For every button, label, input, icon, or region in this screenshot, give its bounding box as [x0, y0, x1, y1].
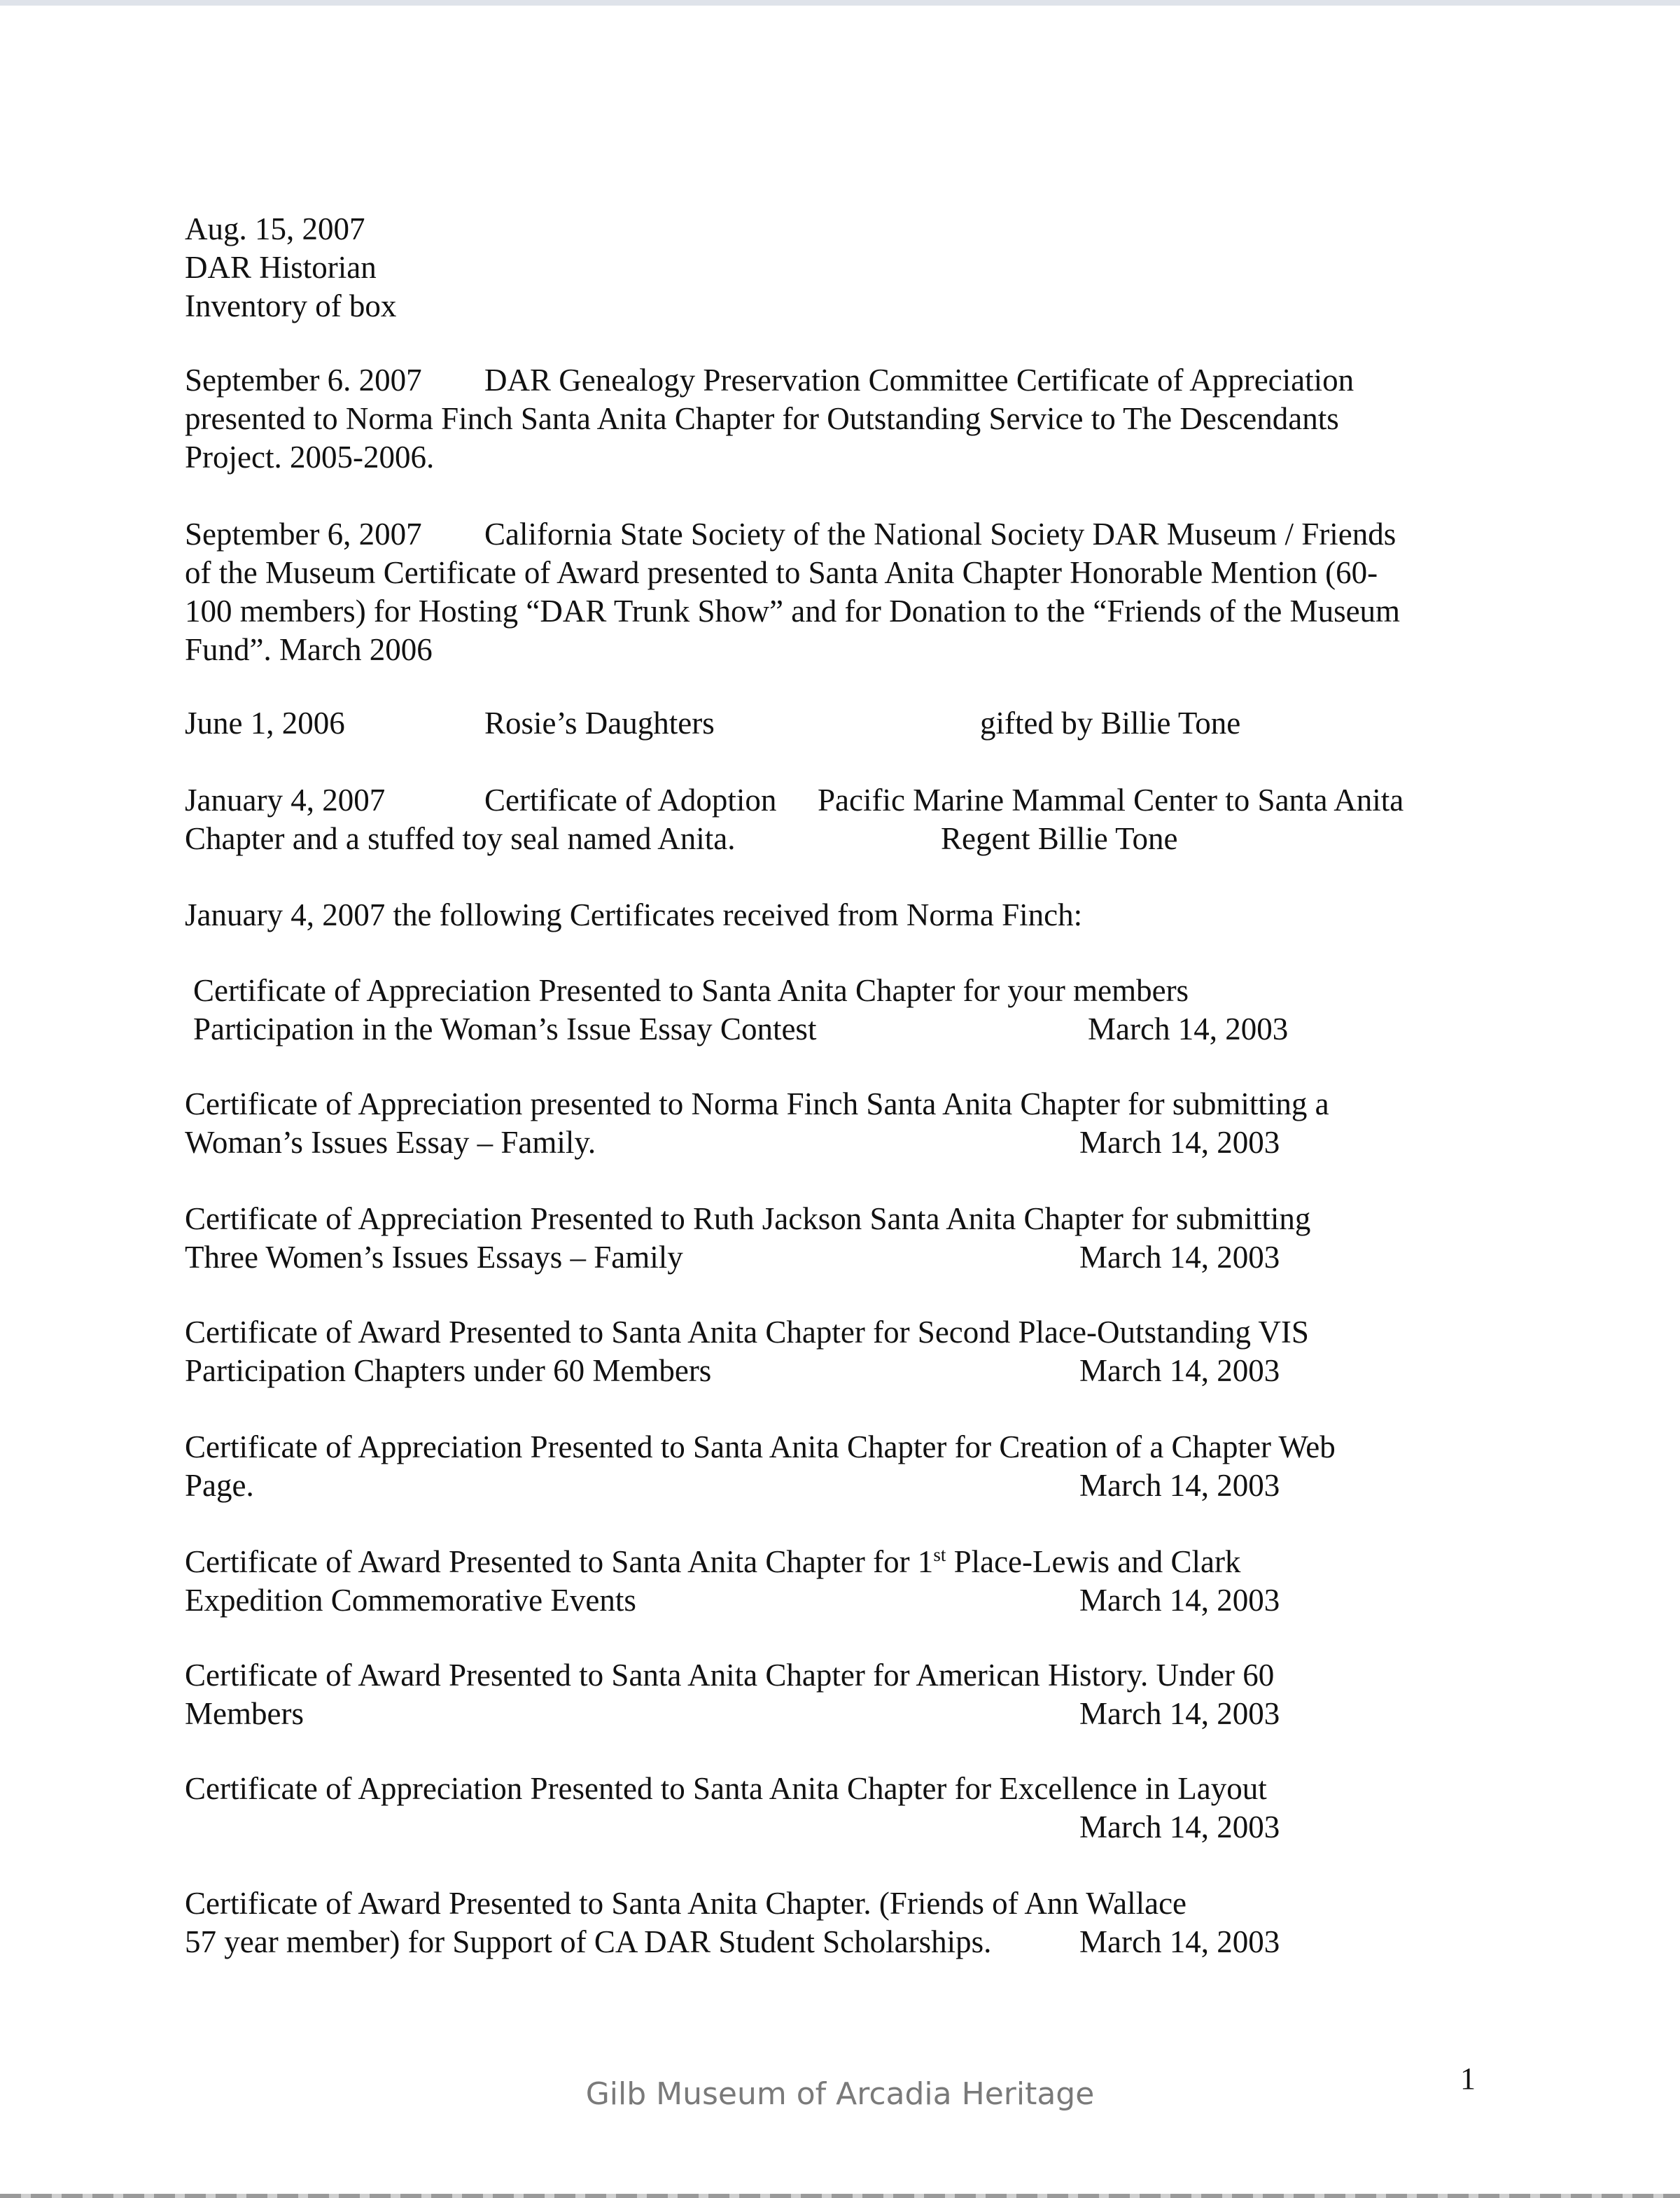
- certificate-date: March 14, 2003: [1079, 1583, 1280, 1618]
- header-subject: Inventory of box: [185, 288, 397, 323]
- entry-date: September 6, 2007: [185, 517, 422, 552]
- certificate-item: [185, 1085, 1515, 1162]
- certificate-text: Woman’s Issues Essay – Family.: [185, 1125, 596, 1160]
- certificate-date: March 14, 2003: [1079, 1809, 1280, 1844]
- entry-text: DAR Genealogy Preservation Committee Certificate of Appreciation: [484, 363, 1354, 398]
- certificate-date: March 14, 2003: [1079, 1924, 1280, 1959]
- entry-text: Project. 2005-2006.: [185, 440, 435, 475]
- certificate-text: Participation in the Woman’s Issue Essay Contest: [193, 1011, 817, 1046]
- norma-intro: [185, 896, 1515, 934]
- intro-text: January 4, 2007 the following Certificates received from Norma Finch:: [185, 897, 1083, 932]
- certificate-date: March 14, 2003: [1079, 1468, 1280, 1503]
- certificate-item: [185, 1770, 1515, 1847]
- certificate-text: Certificate of Award Presented to Santa Anita Chapter. (Friends of Ann Wallace: [185, 1886, 1187, 1921]
- entry-text: 100 members) for Hosting “DAR Trunk Show” and for Donation to the “Friends of the Museum: [185, 594, 1401, 629]
- certificate-text: Certificate of Appreciation Presented to Santa Anita Chapter for your members: [193, 973, 1189, 1008]
- entry-date: September 6. 2007: [185, 363, 422, 398]
- entry-date: January 4, 2007: [185, 783, 386, 818]
- certificate-item: [185, 1543, 1515, 1620]
- certificate-item: [185, 1200, 1515, 1277]
- certificate-text: Certificate of Appreciation presented to Norma Finch Santa Anita Chapter for submitting a: [185, 1086, 1329, 1121]
- certificate-text: Members: [185, 1696, 304, 1731]
- certificate-date: March 14, 2003: [1079, 1353, 1280, 1388]
- certificate-text: Participation Chapters under 60 Members: [185, 1353, 712, 1388]
- certificate-item: [185, 1313, 1515, 1390]
- scan-bottom-edge: [0, 2194, 1680, 2198]
- entry-item: Certificate of Adoption: [484, 783, 777, 818]
- certificate-text: Certificate of Award Presented to Santa Anita Chapter for Second Place-Outstanding VIS: [185, 1315, 1309, 1350]
- entry-text: Pacific Marine Mammal Center to Santa Anita: [818, 783, 1404, 818]
- entry-note: gifted by Billie Tone: [980, 706, 1241, 741]
- memo-header: [185, 210, 1515, 326]
- entry-text: Chapter and a stuffed toy seal named Anita.: [185, 821, 736, 856]
- certificate-item: [185, 1884, 1515, 1961]
- page-number: 1: [1460, 2062, 1476, 2096]
- entry-genealogy: [185, 361, 1515, 477]
- certificate-date: March 14, 2003: [1079, 1696, 1280, 1731]
- watermark-footer: Gilb Museum of Arcadia Heritage: [585, 2076, 1095, 2112]
- certificate-item: [193, 972, 1523, 1049]
- header-date: Aug. 15, 2007: [185, 211, 365, 246]
- certificate-text: Page.: [185, 1468, 254, 1503]
- entry-museum: [185, 515, 1515, 669]
- header-role: DAR Historian: [185, 250, 377, 285]
- certificate-text: Certificate of Appreciation Presented to Ruth Jackson Santa Anita Chapter for submitting: [185, 1201, 1311, 1236]
- certificate-text: Three Women’s Issues Essays – Family: [185, 1240, 683, 1275]
- entry-item: Rosie’s Daughters: [484, 706, 715, 741]
- certificate-text: Certificate of Appreciation Presented to Santa Anita Chapter for Creation of a Chapter Web: [185, 1429, 1336, 1464]
- certificate-date: March 14, 2003: [1079, 1125, 1280, 1160]
- certificate-text: Place-Lewis and Clark: [946, 1544, 1241, 1579]
- certificate-text: Certificate of Appreciation Presented to Santa Anita Chapter for Excellence in Layout: [185, 1771, 1267, 1806]
- entry-rosies-daughters: [185, 704, 1515, 743]
- certificate-text: Expedition Commemorative Events: [185, 1583, 636, 1618]
- entry-note: Regent Billie Tone: [941, 821, 1178, 856]
- certificate-text: Certificate of Award Presented to Santa Anita Chapter for American History. Under 60: [185, 1658, 1275, 1693]
- certificate-item: [185, 1428, 1515, 1505]
- entry-date: June 1, 2006: [185, 706, 345, 741]
- ordinal-suffix: st: [933, 1544, 946, 1565]
- entry-text: Fund”. March 2006: [185, 632, 433, 667]
- entry-text: California State Society of the National Society DAR Museum / Friends: [484, 517, 1396, 552]
- entry-text: of the Museum Certificate of Award presented to Santa Anita Chapter Honorable Mention (60-: [185, 555, 1378, 590]
- certificate-text: Certificate of Award Presented to Santa Anita Chapter for 1: [185, 1544, 934, 1579]
- certificate-item: [185, 1656, 1515, 1733]
- entry-text: presented to Norma Finch Santa Anita Chapter for Outstanding Service to The Descendants: [185, 401, 1339, 436]
- certificate-date: March 14, 2003: [1088, 1011, 1289, 1046]
- certificate-text: 57 year member) for Support of CA DAR Student Scholarships.: [185, 1924, 992, 1959]
- entry-adoption: [185, 781, 1515, 858]
- certificate-date: March 14, 2003: [1079, 1240, 1280, 1275]
